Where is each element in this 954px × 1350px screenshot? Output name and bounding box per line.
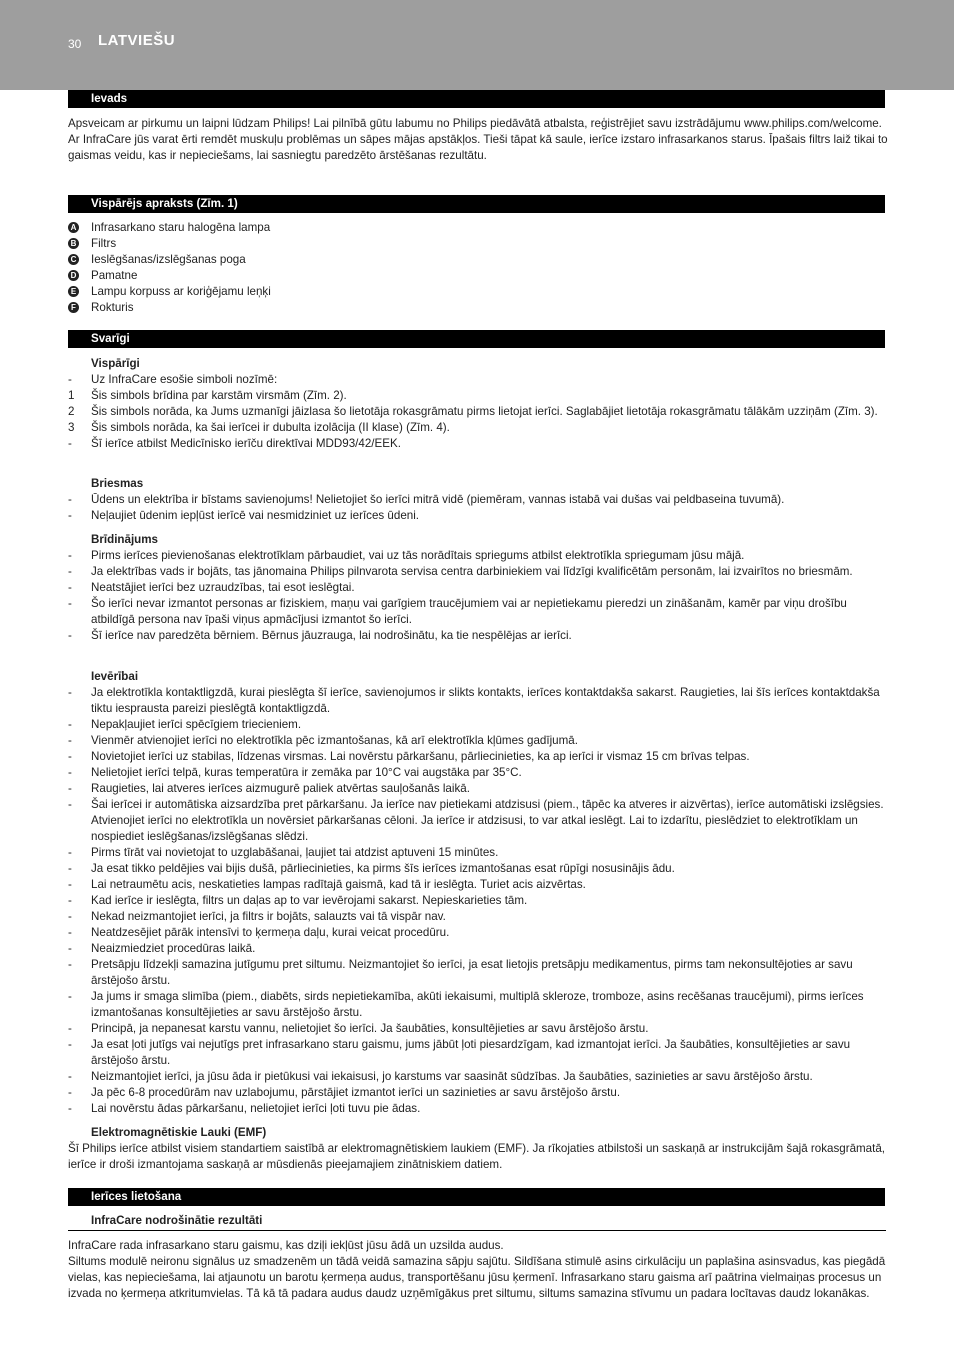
list-item: 2 Šis simbols norāda, ka Jums uzmanīgi jāizlasa šo lietotāja rokasgrāmatu pirms lietojat ierīci. Saglabājiet lietotāja rokasgrāmatu tālākām uzziņām (Zīm. 3). bbox=[68, 405, 878, 418]
list-item: - Pretsāpju līdzekļi samazina jutīgumu pret siltumu. Neizmantojiet šo ierīci, ja esat lietojis pretsāpju medikamentus, pirms tam nekonsultējoties ar savu ārstējošo ārstu. bbox=[68, 958, 853, 987]
paragraph: Apsveicam ar pirkumu un laipni lūdzam Philips! Lai pilnībā gūtu labumu no Philips piedāvātā atbalsta, reģistrējiet savu izstrādājumu www.philips.com/welcome. bbox=[68, 117, 882, 130]
list-item: - Vienmēr atvienojiet ierīci no elektrotīkla pēc izmantošanas, kā arī elektrotīkla kļūmes gadījumā. bbox=[68, 734, 578, 747]
subheading-briesmas: Briesmas bbox=[91, 477, 144, 490]
subheading-emf: Elektromagnētiskie Lauki (EMF) bbox=[91, 1126, 267, 1139]
list-item: A Infrasarkano staru halogēna lampa bbox=[68, 220, 888, 236]
section-title: Svarīgi bbox=[91, 332, 130, 345]
list-item: - Nelietojiet ierīci telpā, kuras temperatūra ir zemāka par 10°C vai augstāka par 35°C. bbox=[68, 766, 522, 779]
list-item: - Pirms tīrāt vai novietojat to uzglabāšanai, ļaujiet tai atdzist aptuveni 15 minūtes. bbox=[68, 846, 499, 859]
letter-e-badge: E bbox=[68, 286, 79, 297]
list-item: B Filtrs bbox=[68, 236, 888, 252]
list-item: - Novietojiet ierīci uz stabilas, līdzenas virsmas. Lai novērstu pārkaršanu, pārliecinieties, ka ap ierīci ir vismaz 15 cm brīvas telpas. bbox=[68, 750, 750, 763]
list-item: - Ūdens un elektrība ir bīstams savienojums! Nelietojiet šo ierīci mitrā vidē (piemēram, vannas istabā vai dušas vai peldbaseina tuvumā). bbox=[68, 493, 785, 506]
briesmas-list bbox=[68, 492, 888, 524]
letter-d-badge: D bbox=[68, 270, 79, 281]
ievads-text bbox=[68, 116, 888, 164]
list-item: - Neizmantojiet ierīci, ja jūsu āda ir pietūkusi vai iekaisusi, jo karstums var saasināt sūdzības. Ja šaubāties, sazinieties ar savu ārstējošo ārstu. bbox=[68, 1070, 813, 1083]
list-item: - Pirms ierīces pievienošanas elektrotīklam pārbaudiet, vai uz tās norādītais spriegums atbilst elektrotīkla spriegumam jūsu mājā. bbox=[68, 549, 745, 562]
section-bar-svarigi bbox=[68, 330, 885, 348]
list-item: - Ja jums ir smaga slimība (piem., diabēts, sirds nepietiekamība, akūti iekaisumi, multiplā skleroze, tromboze, asins recēšanas traucējumi), pirms ierīces izmantošanas konsultējieties ar savu ārstējošo ārstu. bbox=[68, 990, 864, 1019]
page-header-bar bbox=[0, 0, 954, 90]
letter-c-badge: C bbox=[68, 254, 79, 265]
section-bar-ievads bbox=[68, 90, 885, 108]
list-item: 3 Šis simbols norāda, ka šai ierīcei ir dubulta izolācija (II klase) (Zīm. 4). bbox=[68, 421, 450, 434]
page-number: 30 bbox=[68, 37, 82, 51]
list-item: - Neaizmiedziet procedūras laikā. bbox=[68, 942, 256, 955]
subheading-rezultati: InfraCare nodrošinātie rezultāti bbox=[91, 1214, 263, 1227]
letter-b-badge: B bbox=[68, 238, 79, 249]
subheading-bridinajums: Brīdinājums bbox=[91, 533, 158, 546]
list-item: - Lai netraumētu acis, neskatieties lampas radītajā gaismā, kad tā ir ieslēgta. Turiet acis aizvērtas. bbox=[68, 878, 586, 891]
list-item: - Neatstājiet ierīci bez uzraudzības, tai esot ieslēgtai. bbox=[68, 581, 355, 594]
paragraph: Siltums modulē neironu signālus uz smadzenēm un tādā veidā samazina sāpju sajūtu. Sildīšana stimulē asins cirkulāciju un paplašina asinsvadus, kas piegādā vielas, kas nepieciešama, lai atjaunotu un barotu ķermeņa audus, transportēšanu jūsu ķermenī. Infrasarkano staru gaisma arī paātrina vielmaiņas procesus un izvada no ķermeņa atkritumvielas. Tā kā tā padara audus daudz uzņēmīgākus pret siltumu, siltums samazina stīvumu un padara locītavas daudz lokanākas. bbox=[68, 1255, 886, 1300]
list-item: - Principā, ja nepanesat karstu vannu, nelietojiet šo ierīci. Ja šaubāties, konsultējieties ar savu ārstējošo ārstu. bbox=[68, 1022, 649, 1035]
list-item: - Ja esat ļoti jutīgs vai nejutīgs pret infrasarkano staru gaismu, jums jābūt ļoti piesardzīgam, kad izmantojat ierīci. Ja šaubāties, konsultējieties ar savu ārstējošo ārstu. bbox=[68, 1038, 851, 1067]
section-bar-apraksts bbox=[68, 195, 885, 213]
list-item: - Ja esat tikko peldējies vai bijis dušā, pārliecinieties, ka pirms šīs ierīces izmantošanas esat rūpīgi nosusinājis ādu. bbox=[68, 862, 675, 875]
emf-text: Šī Philips ierīce atbilst visiem standartiem saistībā ar elektromagnētiskiem laukiem (EMF). Ja rīkojaties atbilstoši un saskaņā ar instrukcijām šajā rokasgrāmatā, ierīce ir droši izmantojama saskaņā ar mūsdienās pieejamajiem zinātniskiem datiem. bbox=[68, 1142, 886, 1171]
list-item: - Šo ierīci nevar izmantot personas ar fiziskiem, maņu vai garīgiem traucējumiem vai ar nepietiekamu pieredzi un zināšanām, kamēr par viņu drošību atbildīgā persona nav īpaši viņus apmācījusi izmantot šo ierīci. bbox=[68, 597, 847, 626]
divider bbox=[68, 1230, 886, 1231]
list-item: C Ieslēgšanas/izslēgšanas poga bbox=[68, 252, 888, 268]
list-item: - Ja pēc 6-8 procedūrām nav uzlabojumu, pārstājiet izmantot ierīci un sazinieties ar savu ārstējošo ārstu. bbox=[68, 1086, 621, 1099]
section-bar-lietosana bbox=[68, 1188, 885, 1206]
list-item: - Kad ierīce ir ieslēgta, filtrs un daļas ap to var ievērojami sakarst. Nepieskarieties tām. bbox=[68, 894, 528, 907]
paragraph: Ar InfraCare jūs varat ērti remdēt muskuļu problēmas un sāpes mājas apstākļos. Tieši tāpat kā saule, ierīce izstaro infrasarkanos starus. Īpašais filtrs laiž tikai to gaismas veidu, kas ir nepieciešams, lai sasniegtu paredzēto ārstēšanas rezultātu. bbox=[68, 133, 888, 162]
list-item: - Nepakļaujiet ierīci spēcīgiem triecieniem. bbox=[68, 718, 302, 731]
section-title: Ierīces lietošana bbox=[91, 1190, 182, 1203]
list-item: - Šai ierīcei ir automātiska aizsardzība pret pārkaršanu. Ja ierīce nav pietiekami atdzisusi (piem., tāpēc ka atveres ir aizvērtas), ierīce automātiski izslēgsies. Atvienojiet ierīci no elektrotīkla un novērsiet pārkaršanas cēloni. Ja ierīce ir atdzisusi, to var atkal ieslēgt. Lai to izdarītu, pieslēdziet to elektrotīklam un nospiediet ieslēgšanas/izslēgšanas slēdzi. bbox=[68, 798, 884, 843]
list-item: - Uz InfraCare esošie simboli nozīmē: bbox=[68, 373, 278, 386]
section-title: Ievads bbox=[91, 92, 128, 105]
list-item: - Lai novērstu ādas pārkaršanu, nelietojiet ierīci ļoti tuvu pie ādas. bbox=[68, 1102, 421, 1115]
subheading-visparigi: Vispārīgi bbox=[91, 357, 140, 370]
letter-f-badge: F bbox=[68, 302, 79, 313]
list-item: - Raugieties, lai atveres ierīces aizmugurē paliek atvērtas sauļošanās laikā. bbox=[68, 782, 470, 795]
letter-a-badge: A bbox=[68, 222, 79, 233]
list-item: - Šī ierīce nav paredzēta bērniem. Bērnus jāuzrauga, lai nodrošinātu, ka tie nespēlējas ar ierīci. bbox=[68, 629, 572, 642]
list-item: 1 Šis simbols brīdina par karstām virsmām (Zīm. 2). bbox=[68, 389, 347, 402]
lietosana-text bbox=[68, 1238, 888, 1302]
list-item: - Šī ierīce atbilst Medicīnisko ierīču direktīvai MDD93/42/EEK. bbox=[68, 437, 401, 450]
ieverbai-list bbox=[68, 685, 888, 1117]
parts-list bbox=[68, 220, 888, 316]
list-item: D Pamatne bbox=[68, 268, 888, 284]
list-item: E Lampu korpuss ar koriģējamu leņķi bbox=[68, 284, 888, 300]
list-item: - Ja elektrotīkla kontaktligzdā, kurai pieslēgta šī ierīce, savienojumos ir slikts kontakts, ierīces kontaktdakša sakarst. Raugieties, lai šīs ierīces kontaktdakša tiktu iesprausta pareizi pieslēgtā kontaktligzdā. bbox=[68, 686, 880, 715]
paragraph: InfraCare rada infrasarkano staru gaismu, kas dziļi iekļūst jūsu ādā un uzsilda audus. bbox=[68, 1239, 504, 1252]
section-title: Vispārējs apraksts (Zīm. 1) bbox=[91, 197, 238, 210]
language-title: LATVIEŠU bbox=[98, 32, 176, 49]
list-item: - Neļaujiet ūdenim iepļūst ierīcē vai nesmidziniet uz ierīces ūdeni. bbox=[68, 509, 420, 522]
list-item: - Neatdzesējiet pārāk intensīvi to ķermeņa daļu, kurai veicat procedūru. bbox=[68, 926, 450, 939]
bridinajums-list bbox=[68, 548, 888, 644]
list-item: - Nekad neizmantojiet ierīci, ja filtrs ir bojāts, salauzts vai tā vispār nav. bbox=[68, 910, 446, 923]
subheading-ieverbai: Ievērībai bbox=[91, 670, 139, 683]
visparigi-list bbox=[68, 372, 888, 452]
list-item: F Rokturis bbox=[68, 300, 888, 316]
list-item: - Ja elektrības vads ir bojāts, tas jānomaina Philips pilnvarota servisa centra darbiniekiem vai līdzīgi kvalificētām personām, lai izvairītos no briesmām. bbox=[68, 565, 853, 578]
